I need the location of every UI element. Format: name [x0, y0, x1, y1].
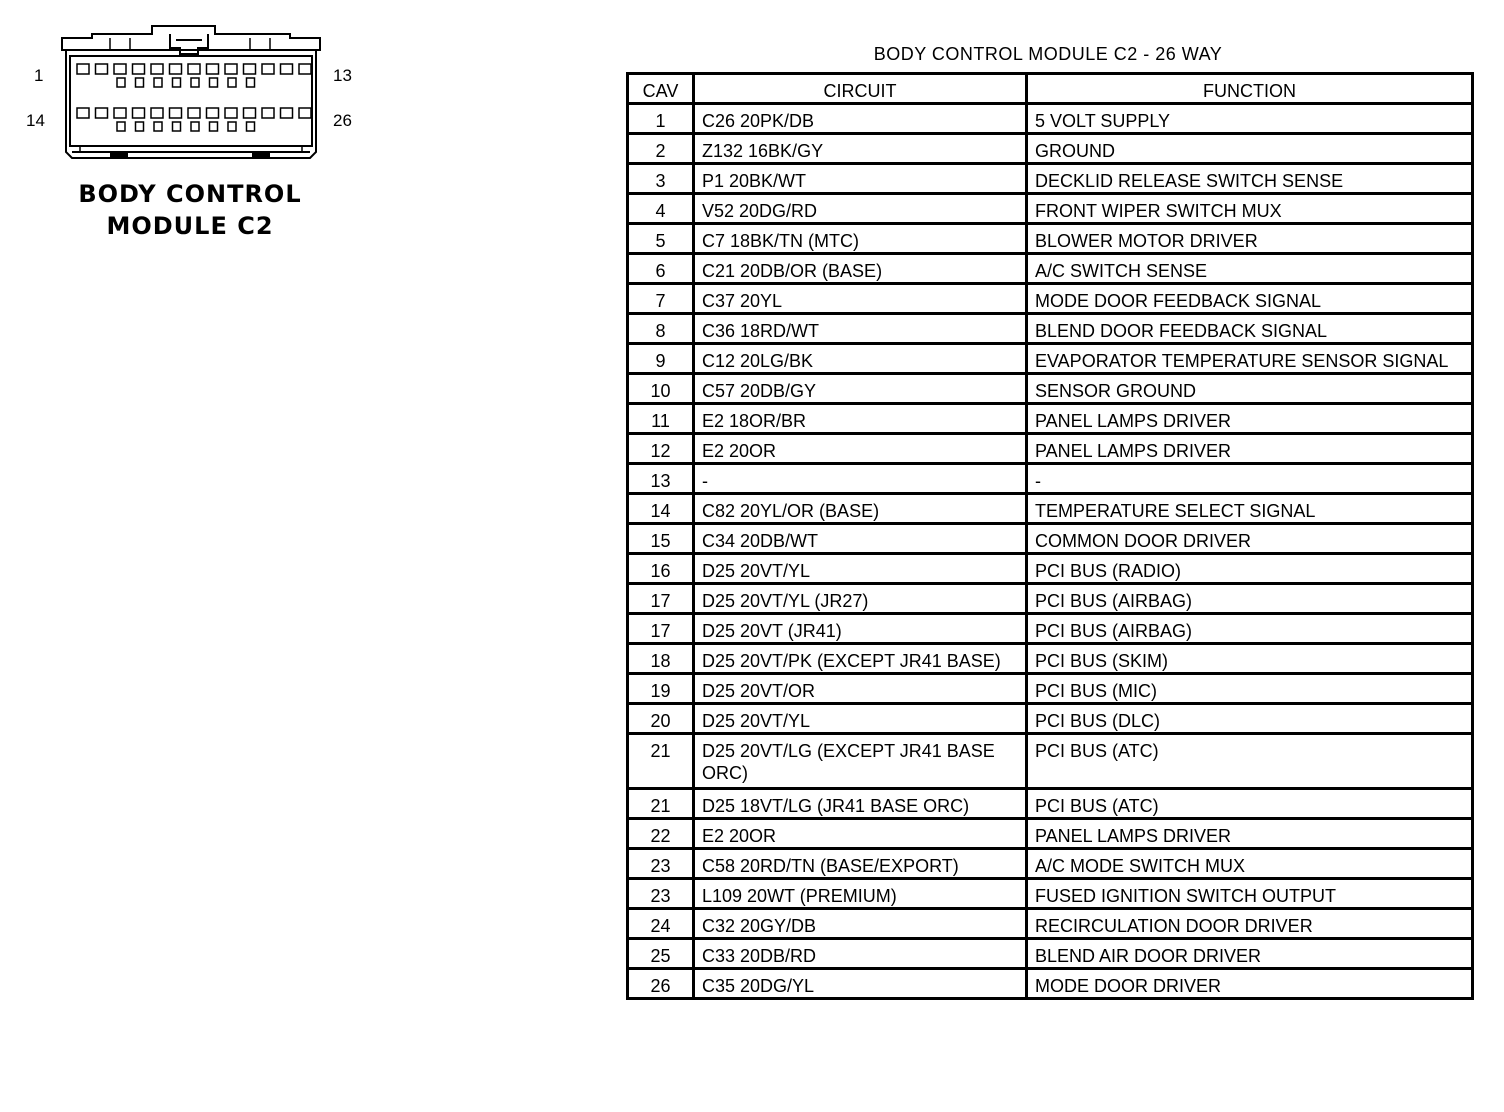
- circuit-cell: E2 18OR/BR: [694, 404, 1027, 434]
- pin-cavity: [114, 64, 126, 74]
- cav-cell: 12: [628, 434, 694, 464]
- cav-cell: 14: [628, 494, 694, 524]
- pin-terminal: [154, 122, 162, 131]
- cav-cell: 1: [628, 104, 694, 134]
- cav-cell: 21: [628, 789, 694, 819]
- cav-cell: 24: [628, 909, 694, 939]
- function-cell: EVAPORATOR TEMPERATURE SENSOR SIGNAL: [1027, 344, 1473, 374]
- pin-cavity: [114, 108, 126, 118]
- table-row: [628, 909, 1473, 939]
- function-cell: SENSOR GROUND: [1027, 374, 1473, 404]
- pin-terminal: [117, 122, 125, 131]
- cav-cell: 17: [628, 614, 694, 644]
- cav-cell: 9: [628, 344, 694, 374]
- circuit-cell: D25 20VT/PK (EXCEPT JR41 BASE): [694, 644, 1027, 674]
- pin-cavity: [96, 64, 108, 74]
- pin-cavity: [170, 108, 182, 118]
- function-cell: PCI BUS (ATC): [1027, 734, 1473, 789]
- cav-cell: 23: [628, 849, 694, 879]
- cav-cell: 17: [628, 584, 694, 614]
- pin-terminal: [173, 78, 181, 87]
- circuit-cell: -: [694, 464, 1027, 494]
- function-cell: PCI BUS (ATC): [1027, 789, 1473, 819]
- pin-label-14: 14: [26, 111, 45, 130]
- pin-label-1: 1: [34, 66, 44, 85]
- cav-cell: 5: [628, 224, 694, 254]
- circuit-cell: D25 20VT/OR: [694, 674, 1027, 704]
- circuit-cell: D25 20VT/YL (JR27): [694, 584, 1027, 614]
- cav-cell: 8: [628, 314, 694, 344]
- pin-terminal: [228, 122, 236, 131]
- connector-outline-drawing: [20, 20, 360, 170]
- cav-cell: 2: [628, 134, 694, 164]
- circuit-cell: C57 20DB/GY: [694, 374, 1027, 404]
- function-cell: MODE DOOR FEEDBACK SIGNAL: [1027, 284, 1473, 314]
- function-cell: PCI BUS (MIC): [1027, 674, 1473, 704]
- cav-cell: 22: [628, 819, 694, 849]
- pin-cavity: [281, 108, 293, 118]
- table-row: [628, 674, 1473, 704]
- table-row: [628, 614, 1473, 644]
- cav-cell: 18: [628, 644, 694, 674]
- header-function: FUNCTION: [1027, 74, 1473, 104]
- table-row: [628, 554, 1473, 584]
- cav-cell: 20: [628, 704, 694, 734]
- table-row: [628, 194, 1473, 224]
- table-row: [628, 404, 1473, 434]
- function-cell: FRONT WIPER SWITCH MUX: [1027, 194, 1473, 224]
- circuit-cell: E2 20OR: [694, 434, 1027, 464]
- table-row: [628, 524, 1473, 554]
- circuit-cell: C34 20DB/WT: [694, 524, 1027, 554]
- pin-cavity: [133, 108, 145, 118]
- pin-terminal: [247, 122, 255, 131]
- function-cell: PCI BUS (SKIM): [1027, 644, 1473, 674]
- table-row: [628, 284, 1473, 314]
- function-cell: GROUND: [1027, 134, 1473, 164]
- function-cell: MODE DOOR DRIVER: [1027, 969, 1473, 999]
- function-cell: BLEND DOOR FEEDBACK SIGNAL: [1027, 314, 1473, 344]
- table-row: [628, 849, 1473, 879]
- table-row: [628, 224, 1473, 254]
- cav-cell: 11: [628, 404, 694, 434]
- pin-cavity: [225, 64, 237, 74]
- pin-cavity: [207, 64, 219, 74]
- function-cell: BLOWER MOTOR DRIVER: [1027, 224, 1473, 254]
- circuit-cell: D25 20VT/LG (EXCEPT JR41 BASE ORC): [694, 734, 1027, 789]
- function-cell: FUSED IGNITION SWITCH OUTPUT: [1027, 879, 1473, 909]
- table-row: [628, 734, 1473, 789]
- function-cell: PCI BUS (AIRBAG): [1027, 584, 1473, 614]
- table-row: [628, 134, 1473, 164]
- cav-cell: 16: [628, 554, 694, 584]
- pin-cavity: [299, 64, 311, 74]
- header-circuit: CIRCUIT: [694, 74, 1027, 104]
- pin-cavity: [262, 108, 274, 118]
- function-cell: PCI BUS (DLC): [1027, 704, 1473, 734]
- table-row: [628, 494, 1473, 524]
- circuit-cell: C35 20DG/YL: [694, 969, 1027, 999]
- cav-cell: 23: [628, 879, 694, 909]
- circuit-cell: C36 18RD/WT: [694, 314, 1027, 344]
- function-cell: PCI BUS (RADIO): [1027, 554, 1473, 584]
- cav-cell: 6: [628, 254, 694, 284]
- table-row: [628, 104, 1473, 134]
- table-row: [628, 644, 1473, 674]
- circuit-cell: P1 20BK/WT: [694, 164, 1027, 194]
- pin-terminal: [210, 122, 218, 131]
- pin-terminal: [228, 78, 236, 87]
- pin-cavity: [151, 108, 163, 118]
- function-cell: 5 VOLT SUPPLY: [1027, 104, 1473, 134]
- function-cell: PANEL LAMPS DRIVER: [1027, 404, 1473, 434]
- pin-cavity: [188, 64, 200, 74]
- cav-cell: 4: [628, 194, 694, 224]
- circuit-cell: C26 20PK/DB: [694, 104, 1027, 134]
- circuit-cell: V52 20DG/RD: [694, 194, 1027, 224]
- circuit-cell: C82 20YL/OR (BASE): [694, 494, 1027, 524]
- circuit-cell: D25 20VT/YL: [694, 704, 1027, 734]
- cav-cell: 10: [628, 374, 694, 404]
- cav-cell: 13: [628, 464, 694, 494]
- function-cell: BLEND AIR DOOR DRIVER: [1027, 939, 1473, 969]
- table-row: [628, 164, 1473, 194]
- table-row: [628, 314, 1473, 344]
- pin-cavity: [77, 108, 89, 118]
- connector-title: [60, 178, 320, 242]
- pin-terminal: [191, 78, 199, 87]
- circuit-cell: C21 20DB/OR (BASE): [694, 254, 1027, 284]
- table-header-row: [628, 74, 1473, 104]
- connector-title-line1: BODY CONTROL: [78, 180, 302, 208]
- pin-terminal: [136, 122, 144, 131]
- pin-terminal: [191, 122, 199, 131]
- connector-diagram: [20, 20, 360, 170]
- circuit-cell: D25 20VT/YL: [694, 554, 1027, 584]
- circuit-cell: L109 20WT (PREMIUM): [694, 879, 1027, 909]
- table-row: [628, 879, 1473, 909]
- function-cell: DECKLID RELEASE SWITCH SENSE: [1027, 164, 1473, 194]
- function-cell: COMMON DOOR DRIVER: [1027, 524, 1473, 554]
- pinout-body: [628, 104, 1473, 999]
- pin-cavity: [281, 64, 293, 74]
- table-row: [628, 584, 1473, 614]
- function-cell: RECIRCULATION DOOR DRIVER: [1027, 909, 1473, 939]
- pin-cavity: [225, 108, 237, 118]
- pin-terminal: [154, 78, 162, 87]
- function-cell: PANEL LAMPS DRIVER: [1027, 434, 1473, 464]
- function-cell: -: [1027, 464, 1473, 494]
- cav-cell: 15: [628, 524, 694, 554]
- function-cell: A/C MODE SWITCH MUX: [1027, 849, 1473, 879]
- pin-cavity: [170, 64, 182, 74]
- table-title: BODY CONTROL MODULE C2 - 26 WAY: [873, 44, 1223, 64]
- pin-label-13: 13: [333, 66, 352, 85]
- circuit-cell: C7 18BK/TN (MTC): [694, 224, 1027, 254]
- cav-cell: 26: [628, 969, 694, 999]
- pin-cavity: [96, 108, 108, 118]
- pin-terminal: [117, 78, 125, 87]
- pin-cavity: [188, 108, 200, 118]
- cav-cell: 21: [628, 734, 694, 789]
- function-cell: PCI BUS (AIRBAG): [1027, 614, 1473, 644]
- header-cav: CAV: [628, 74, 694, 104]
- circuit-cell: D25 20VT (JR41): [694, 614, 1027, 644]
- pin-cavity: [207, 108, 219, 118]
- pin-grid: [77, 64, 311, 131]
- table-row: [628, 939, 1473, 969]
- pin-cavity: [133, 64, 145, 74]
- table-row: [628, 344, 1473, 374]
- pin-label-26: 26: [333, 111, 352, 130]
- pin-cavity: [244, 64, 256, 74]
- table-row: [628, 789, 1473, 819]
- connector-title-line2: MODULE C2: [106, 212, 274, 240]
- circuit-cell: C37 20YL: [694, 284, 1027, 314]
- function-cell: PANEL LAMPS DRIVER: [1027, 819, 1473, 849]
- cav-cell: 19: [628, 674, 694, 704]
- circuit-cell: Z132 16BK/GY: [694, 134, 1027, 164]
- cav-cell: 7: [628, 284, 694, 314]
- pin-cavity: [151, 64, 163, 74]
- circuit-cell: E2 20OR: [694, 819, 1027, 849]
- circuit-cell: C12 20LG/BK: [694, 344, 1027, 374]
- pin-cavity: [262, 64, 274, 74]
- cav-cell: 25: [628, 939, 694, 969]
- pin-cavity: [244, 108, 256, 118]
- table-row: [628, 704, 1473, 734]
- pin-terminal: [173, 122, 181, 131]
- pinout-table: [626, 72, 1474, 1000]
- table-row: [628, 464, 1473, 494]
- table-row: [628, 434, 1473, 464]
- circuit-cell: C58 20RD/TN (BASE/EXPORT): [694, 849, 1027, 879]
- pin-terminal: [136, 78, 144, 87]
- cav-cell: 3: [628, 164, 694, 194]
- table-row: [628, 374, 1473, 404]
- table-row: [628, 969, 1473, 999]
- pin-cavity: [299, 108, 311, 118]
- function-cell: A/C SWITCH SENSE: [1027, 254, 1473, 284]
- circuit-cell: C33 20DB/RD: [694, 939, 1027, 969]
- circuit-cell: D25 18VT/LG (JR41 BASE ORC): [694, 789, 1027, 819]
- function-cell: TEMPERATURE SELECT SIGNAL: [1027, 494, 1473, 524]
- table-row: [628, 819, 1473, 849]
- pin-terminal: [210, 78, 218, 87]
- circuit-cell: C32 20GY/DB: [694, 909, 1027, 939]
- table-row: [628, 254, 1473, 284]
- pin-cavity: [77, 64, 89, 74]
- pin-terminal: [247, 78, 255, 87]
